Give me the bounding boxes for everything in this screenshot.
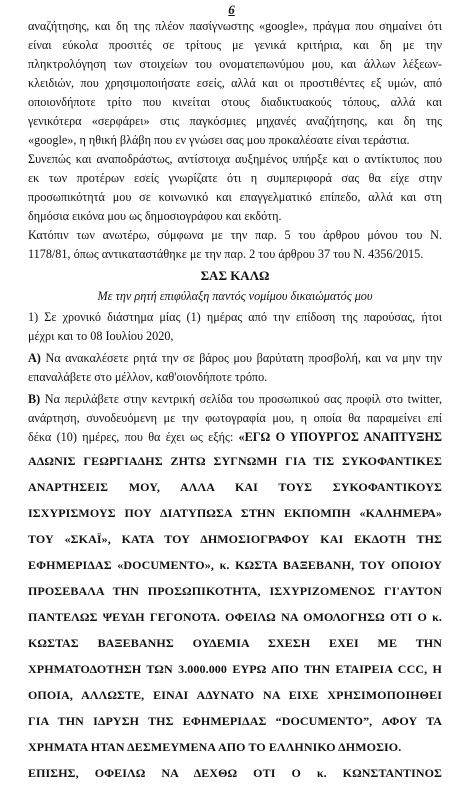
statement-line: ΟΠΟΙΑ, ΑΛΛΩΣΤΕ, ΕΙΝΑΙ ΑΔΥΝΑΤΟ ΝΑ ΕΙΧΕ ΧΡΗΣΙΜΟΠΟΙΗΘΕΙ bbox=[28, 688, 442, 702]
text-line: κλειδιών, που χρησιμοποιήσατε εσείς, αλλά και οι προστιθέντες εξ υμών, από bbox=[28, 76, 442, 90]
statement-line: ΙΣΧΥΡΙΣΜΟΥΣ ΠΟΥ ΔΙΑΤΥΠΩΣΑ ΣΤΗΝ ΕΚΠΟΜΠΗ «ΚΑΛΗΜΕΡΑ» bbox=[28, 506, 442, 520]
item-b-line bbox=[28, 390, 442, 408]
text-line: Κατόπιν των ανωτέρω, σύμφωνα με την παρ. 5 του άρθρου μόνου του Ν. bbox=[28, 228, 442, 242]
item-b-label: B) bbox=[28, 392, 41, 406]
text-line: πληκτρολόγηση των στοιχείων του ονοματεπωνύμου μου, και άλλων λέξεων- bbox=[28, 57, 442, 71]
statement-line: ΑΔΩΝΙΣ ΓΕΩΡΓΙΑΔΗΣ ΖΗΤΩ ΣΥΓΝΩΜΗ ΓΙΑ ΤΙΣ ΣΥΚΟΦΑΝΤΙΚΕΣ bbox=[28, 454, 442, 468]
statement-line: ΚΩΣΤΑΣ ΒΑΞΕΒΑΝΗΣ ΟΥΔΕΜΙΑ ΣΧΕΣΗ ΕΧΕΙ ΜΕ ΤΗΝ bbox=[28, 636, 442, 650]
text-line: ανάρτηση, συνοδευόμενη με την φωτογραφία μου, η οποία θα παραμείνει επί bbox=[28, 411, 442, 425]
item-a-line bbox=[28, 349, 442, 367]
statement-line: ΕΦΗΜΕΡΙΔΑΣ «DOCUMENTO», κ. ΚΩΣΤΑ ΒΑΞΕΒΑΝΗ, ΤΟΥ ΟΠΟΙΟΥ bbox=[28, 558, 442, 572]
statement-line: ΕΠΙΣΗΣ, ΟΦΕΙΛΩ ΝΑ ΔΕΧΘΩ ΟΤΙ Ο κ. ΚΩΝΣΤΑΝΤΙΝΟΣ bbox=[28, 766, 442, 780]
text-line: 1178/81, όπως αντικαταστάθηκε με την παρ. 2 του άρθρου 37 του Ν. 4356/2015. bbox=[28, 247, 424, 261]
text-line: είναι εύκολα προσιτές σε τρίτους με γενικά κριτήρια, και δη με την bbox=[28, 38, 442, 52]
item-a-label: A) bbox=[28, 351, 41, 365]
text-line: «google», η ηθική βλάβη που εν γνώσει σας μου προκαλέσατε είναι τεράστια. bbox=[28, 133, 410, 147]
statement-line: ΧΡΗΜΑΤΟΔΟΤΗΣΗ ΤΩΝ 3.000.000 ΕΥΡΩ ΑΠΟ ΤΗΝ ΕΤΑΙΡΕΙΑ CCC, Η bbox=[28, 662, 442, 676]
text-line: προσωπικότητά μου σε κοινωνικό και επαγγελματικό επίπεδο, αλλά και στη bbox=[28, 190, 442, 204]
statement-line: ΤΟΥ «ΣΚΑΪ», ΚΑΤΑ ΤΟΥ ΔΗΜΟΣΙΟΓΡΑΦΟΥ ΚΑΙ ΕΚΔΟΤΗ ΤΗΣ bbox=[28, 532, 442, 546]
statement-line: ΧΡΗΜΑΤΑ ΗΤΑΝ ΔΕΣΜΕΥΜΕΝΑ ΑΠΟ ΤΟ ΕΛΛΗΝΙΚΟ ΔΗΜΟΣΙΟ. bbox=[28, 740, 402, 754]
text-line: Συνεπώς και αναποδράστως, αντίστοιχα αυξημένος υπήρξε και ο αντίκτυπος που bbox=[28, 152, 442, 166]
item-b-text-3: δέκα (10) ημέρες, που θα έχει ως εξής: bbox=[28, 430, 234, 444]
page-number: 6 bbox=[228, 2, 235, 17]
text-line: μέχρι και το 08 Ιουλίου 2020, bbox=[28, 329, 174, 343]
text-line: δημόσια εικόνα μου ως δημοσιογράφου και εκδότη. bbox=[28, 209, 282, 223]
section-subheading: Με την ρητή επιφύλαξη παντός νομίμου δικαιώματός μου bbox=[97, 289, 373, 303]
text-line: γενικότερα «σερφάρει» στις παγκόσμιες μηχανές αναζήτησης, και δη της bbox=[28, 114, 442, 128]
statement-line: ΑΝΑΡΤΗΣΕΙΣ ΜΟΥ, ΑΛΛΑ ΚΑΙ ΤΟΥΣ ΣΥΚΟΦΑΝΤΙΚΟΥΣ bbox=[28, 480, 442, 494]
item-b-text: Να περιλάβετε στην κεντρική σελίδα του προσωπικού σας προφίλ στο twitter, bbox=[40, 392, 442, 406]
item-a-text: Να ανακαλέσετε ρητά την σε βάρος μου βαρύτατη προσβολή, και να μην την bbox=[40, 351, 442, 365]
item-b-line-3 bbox=[28, 428, 442, 446]
section-heading: ΣΑΣ ΚΑΛΩ bbox=[200, 268, 270, 283]
text-line: 1) Σε χρονικό διάστημα μίας (1) ημέρας από την επίδοση της παρούσας, ήτοι bbox=[28, 310, 442, 324]
statement-line: ΓΙΑ ΤΗΝ ΙΔΡΥΣΗ ΤΗΣ ΕΦΗΜΕΡΙΔΑΣ “DOCUMENTO”, ΑΦΟΥ ΤΑ bbox=[28, 714, 442, 728]
statement-line: ΠΑΝΤΕΛΩΣ ΨΕΥΔΗ ΓΕΓΟΝΟΤΑ. ΟΦΕΙΛΩ ΝΑ ΟΜΟΛΟΓΗΣΩ ΟΤΙ Ο κ. bbox=[28, 610, 442, 624]
text-line: εκ των προτέρων εσείς γνωρίζατε ότι η συμπεριφορά σας θα είχε στην bbox=[28, 171, 442, 185]
text-line: οποιονδήποτε τρίτο που κινείται στους διαδικτυακούς τόπους, αλλά και bbox=[28, 95, 442, 109]
text-line: αναζήτησης, και δη της πλέον πασίγνωστης «google», πράγμα που σημαίνει ότι bbox=[28, 19, 442, 33]
statement-line: ΠΡΟΣΕΒΑΛΑ ΤΗΝ ΠΡΟΣΩΠΙΚΟΤΗΤΑ, ΙΣΧΥΡΙΖΟΜΕΝΟΣ ΓΙ'ΑΥΤΟΝ bbox=[28, 584, 442, 598]
text-line: επαναλάβετε στο μέλλον, καθ'οιονδήποτε τρόπο. bbox=[28, 370, 268, 384]
statement-lead: «ΕΓΩ Ο ΥΠΟΥΡΓΟΣ ΑΝΑΠΤΥΞΗΣ bbox=[233, 430, 442, 444]
